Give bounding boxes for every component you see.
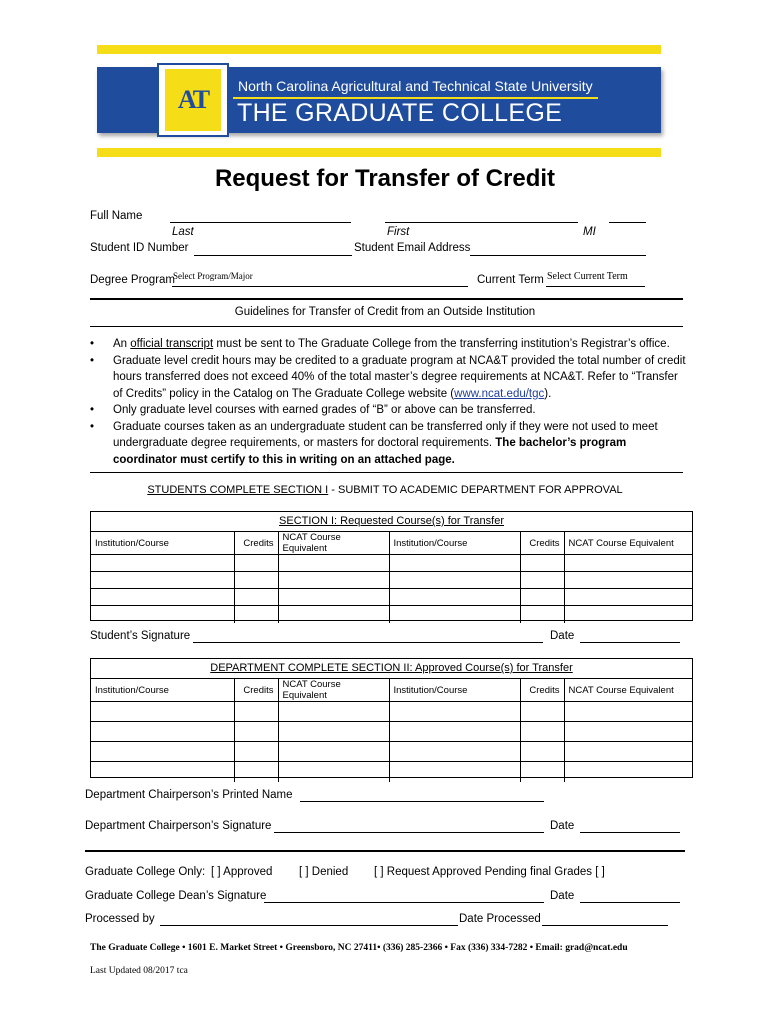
table-row[interactable] — [91, 555, 692, 572]
chair-name-field[interactable] — [300, 801, 544, 802]
tgc-website-link[interactable]: www.ncat.edu/tgc — [454, 387, 545, 400]
section1-title-text: SECTION I: Requested Course(s) for Transfer — [279, 515, 504, 527]
university-logo — [157, 63, 229, 137]
university-name: North Carolina Agricultural and Technical State University — [238, 78, 593, 94]
col-header: Institution/Course — [389, 679, 520, 702]
last-name-field[interactable] — [170, 222, 351, 223]
divider-3 — [90, 472, 683, 473]
guideline-text: must be sent to The Graduate College from the transferring institution’s Registrar’s office. — [213, 338, 670, 350]
guideline-text: Graduate level credit hours may be credited to a graduate program at NCA&T provided the total number of credit hours transferred does not exceed 40% of the total master’s degree requirements at NCA&T. Refer to “Transfer of Credits” policy in the Catalog on The Graduate College website ( — [113, 354, 686, 400]
student-email-field[interactable] — [470, 255, 646, 256]
chair-date-field[interactable] — [580, 832, 680, 833]
degree-program-select[interactable] — [172, 270, 468, 287]
col-header: Institution/Course — [389, 532, 520, 555]
guideline-emphasis: The bachelor’s program coordinator must certify to this in writing on an attached page. — [113, 437, 627, 466]
graduate-only-label: Graduate College Only: — [85, 866, 206, 878]
bullet-icon: • — [90, 404, 95, 416]
section1-banner-rest: - SUBMIT TO ACADEMIC DEPARTMENT FOR APPROVAL — [328, 484, 623, 496]
bullet-icon: • — [90, 338, 95, 350]
table-row[interactable] — [91, 762, 692, 782]
student-signature-field[interactable] — [193, 642, 543, 643]
processed-by-field[interactable] — [160, 925, 458, 926]
col-header: Credits — [520, 679, 564, 702]
divider-thick-2 — [85, 850, 685, 852]
student-id-label: Student ID Number — [90, 242, 189, 254]
footer-updated: Last Updated 08/2017 tca — [90, 966, 188, 976]
section1-grid — [91, 531, 692, 623]
dean-signature-field[interactable] — [264, 902, 544, 903]
college-name: THE GRADUATE COLLEGE — [237, 99, 563, 127]
col-header: NCAT Course Equivalent — [564, 532, 692, 555]
section2-grid — [91, 678, 692, 782]
guidelines-heading: Guidelines for Transfer of Credit from an Outside Institution — [234, 306, 536, 318]
mi-field[interactable] — [609, 222, 646, 223]
col-header: Credits — [234, 679, 278, 702]
col-header: Credits — [234, 532, 278, 555]
logo-emblem — [165, 69, 221, 131]
table-row[interactable] — [91, 606, 692, 623]
date-processed-field[interactable] — [542, 925, 668, 926]
bullet-icon: • — [90, 354, 95, 367]
date-processed-label: Date Processed — [459, 913, 541, 925]
table-row[interactable] — [91, 572, 692, 589]
student-date-label: Date — [550, 630, 575, 642]
col-header: Institution/Course — [91, 679, 234, 702]
dean-signature-label: Graduate College Dean’s Signature — [85, 890, 267, 902]
guidelines-list — [90, 336, 690, 468]
divider-thick-1 — [90, 298, 683, 300]
table-header-row — [91, 679, 692, 702]
section2-table-title — [91, 659, 692, 678]
logo-letters: AT — [177, 85, 209, 114]
page-title: Request for Transfer of Credit — [214, 165, 556, 192]
dean-date-field[interactable] — [580, 902, 680, 903]
table-header-row — [91, 532, 692, 555]
section1-table — [90, 511, 693, 621]
student-email-label: Student Email Address — [354, 242, 471, 254]
chair-signature-field[interactable] — [274, 832, 544, 833]
guideline-item — [90, 353, 690, 403]
section1-table-title — [91, 512, 692, 531]
official-transcript-link[interactable]: official transcript — [130, 338, 214, 350]
col-header: NCAT Course Equivalent — [564, 679, 692, 702]
degree-program-value: Select Program/Major — [173, 271, 253, 281]
col-header: Credits — [520, 532, 564, 555]
guideline-item — [90, 419, 690, 469]
chair-date-label: Date — [550, 820, 575, 832]
guideline-text: ). — [544, 387, 552, 400]
guideline-item — [90, 336, 690, 353]
full-name-label: Full Name — [90, 210, 143, 222]
guideline-text: Graduate courses taken as an undergraduate student can be transferred only if they were not used to meet undergraduate degree requirements, or masters for doctoral requirements. — [113, 420, 658, 449]
current-term-label: Current Term — [477, 274, 544, 286]
guideline-text: An — [113, 338, 131, 350]
guideline-text: Only graduate level courses with earned grades of “B” or above can be transferred. — [113, 404, 536, 416]
denied-checkbox[interactable]: [ ] Denied — [299, 866, 349, 878]
current-term-select[interactable] — [546, 269, 645, 287]
current-term-value: Select Current Term — [547, 271, 628, 282]
divider-2 — [90, 326, 683, 327]
first-caption: First — [387, 226, 410, 238]
col-header: NCAT Course Equivalent — [278, 679, 389, 702]
table-row[interactable] — [91, 702, 692, 722]
chair-name-label: Department Chairperson’s Printed Name — [85, 789, 293, 801]
section1-banner — [0, 484, 770, 496]
section1-banner-bold: STUDENTS COMPLETE SECTION I — [147, 484, 329, 496]
col-header: NCAT Course Equivalent — [278, 532, 389, 555]
pending-checkbox[interactable]: [ ] Request Approved Pending final Grades [ ] — [374, 866, 605, 878]
degree-program-label: Degree Program — [90, 274, 176, 286]
student-signature-label: Student’s Signature — [90, 630, 191, 642]
student-id-field[interactable] — [194, 255, 352, 256]
header-gold-bar-top — [97, 45, 661, 54]
first-name-field[interactable] — [385, 222, 578, 223]
mi-caption: MI — [583, 226, 596, 238]
header-gold-bar-bottom — [97, 148, 661, 157]
chair-signature-label: Department Chairperson’s Signature — [85, 820, 272, 832]
student-date-field[interactable] — [580, 642, 680, 643]
section2-table — [90, 658, 693, 778]
table-row[interactable] — [91, 589, 692, 606]
table-row[interactable] — [91, 722, 692, 742]
approved-checkbox[interactable]: [ ] Approved — [211, 866, 273, 878]
table-row[interactable] — [91, 742, 692, 762]
dean-date-label: Date — [550, 890, 575, 902]
col-header: Institution/Course — [91, 532, 234, 555]
section2-title-text: DEPARTMENT COMPLETE SECTION II: Approved Course(s) for Transfer — [210, 662, 573, 674]
bullet-icon: • — [90, 420, 95, 433]
footer-address: The Graduate College • 1601 E. Market Street • Greensboro, NC 27411• (336) 285-2366 • Fax (336) 334-7282 • Email: grad@ncat.edu — [90, 943, 628, 953]
processed-by-label: Processed by — [85, 913, 155, 925]
last-caption: Last — [172, 226, 194, 238]
guideline-item — [90, 402, 690, 419]
